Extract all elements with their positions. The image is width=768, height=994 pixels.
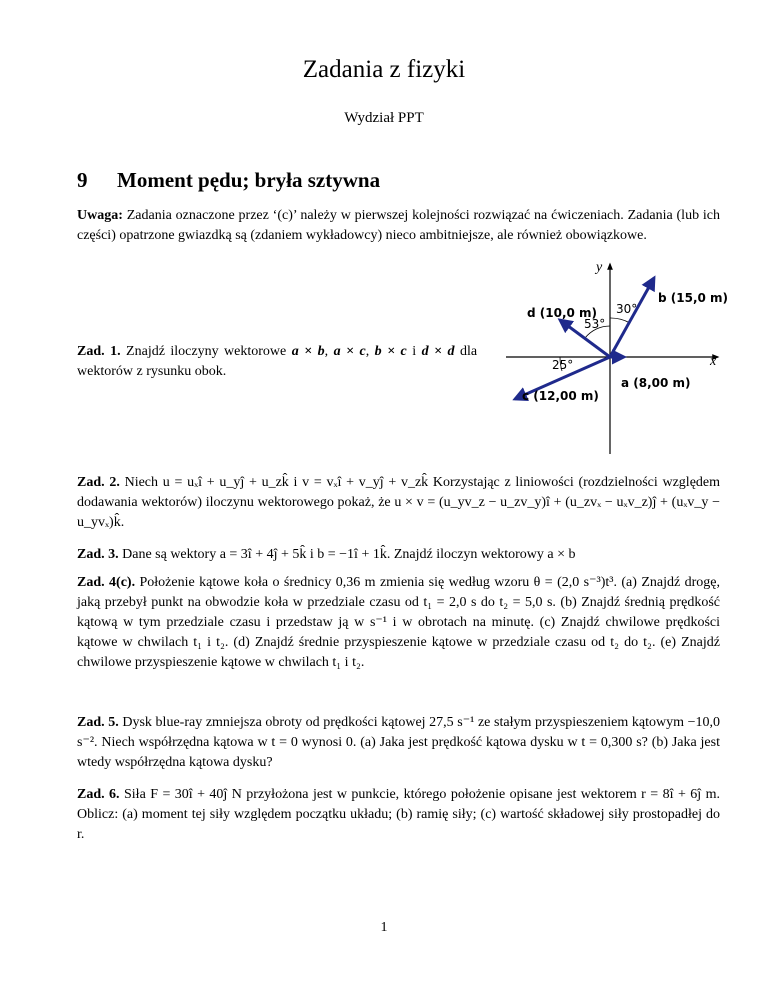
problem-6-label: Zad. 6.: [77, 787, 120, 802]
problem-1-expr-1: a × b: [291, 344, 325, 359]
page-title: Zadania z fizyki: [302, 56, 466, 83]
problem-4-text: Położenie kątowe koła o średnicy 0,36 m zmienia się według wzoru θ = (2,0 s⁻³)t³. (a) Znajdź drogę, jaką przebył punkt na obwodzie koła w przedziale czasu od t₁ = 2,0 s do t₂ = 5,0 s. (b) Znajdź średnią prędkość kątową w tym przedziale czasu i przedstaw ją w s⁻¹ i w obrotach na minutę. (c) Znajdź chwilowe prędkości kątowe w chwilach t₁ i t₂. (d) Znajdź średnie przyspieszenie kątowe w przedziale czasu od t₂ do t₂. (e) Znajdź chwilowe przyspieszenie kątowe w chwilach t₁ i t₂.: [77, 575, 720, 670]
problem-5: [77, 713, 720, 773]
problem-1-text-b: ,: [324, 344, 334, 359]
problem-6-text: Siła F = 30î + 40ĵ N przyłożona jest w punkcie, którego położenie opisane jest wektorem r = 8î + 6ĵ m. Oblicz: (a) moment tej siły względem początku układu; (b) ramię siły; (c) wartość składowej siły prostopadłej do r.: [77, 787, 720, 842]
problem-1-text-a: Znajdź iloczyny wektorowe: [120, 344, 292, 359]
section-heading: [77, 168, 380, 193]
vector-b: [610, 278, 654, 357]
problem-6: [77, 785, 720, 845]
problem-4: [77, 573, 720, 673]
angle-arc-b: [610, 318, 630, 323]
problem-3-label: Zad. 3.: [77, 547, 119, 562]
problem-5-text: Dysk blue-ray zmniejsza obroty od prędkości kątowej 27,5 s⁻¹ ze stałym przyspieszeniem kątowym −10,0 s⁻². Niech współrzędna kątowa w t = 0 wynosi 0. (a) Jaka jest prędkość kątowa dysku w t = 0,300 s? (b) Jaka jest wtedy współrzędna kątowa dysku?: [77, 715, 721, 770]
vector-diagram: [500, 256, 730, 456]
page-subtitle: Wydział PPT: [344, 110, 424, 126]
label-angle-d: 53°: [584, 317, 606, 331]
note-paragraph: [77, 206, 720, 246]
problem-1-label: Zad. 1.: [77, 344, 121, 359]
problem-1-expr-3: b × c: [374, 344, 407, 359]
note-text: Zadania oznaczone przez ‘(c)’ należy w pierwszej kolejności rozwiązać na ćwiczeniach. Zadania (lub ich części) opatrzone gwiazdką są (zdaniem wykładowcy) nieco ambitniejsze, ale również obowiązkowe.: [77, 208, 721, 243]
problem-3: [77, 545, 720, 565]
label-vector-a: a (8,00 m): [621, 376, 691, 390]
page-number: 1: [380, 920, 388, 935]
label-vector-d: d (10,0 m): [527, 306, 598, 320]
problem-2-text: Niech u = uₓî + u_yĵ + u_zk̂ i v = vₓî + v_yĵ + v_zk̂ Korzystając z liniowości (rozdzielności względem dodawania wektorów) iloczynu wektorowego pokaż, że u × v = (u_yv_z − u_zv_y)î + (u_zvₓ − uₓv_z)ĵ + (uₓv_y − u_yvₓ)k̂.: [77, 475, 721, 530]
label-vector-b: b (15,0 m): [658, 291, 729, 305]
axis-x-label: x: [710, 354, 717, 369]
problem-1-expr-4: d × d: [421, 344, 455, 359]
problem-4-label: Zad. 4(c).: [77, 575, 136, 590]
problem-3-text: Dane są wektory a = 3î + 4ĵ + 5k̂ i b = −1î + 1k̂. Znajdź iloczyn wektorowy a × b: [118, 547, 576, 562]
note-label: Uwaga:: [77, 208, 123, 223]
problem-2-label: Zad. 2.: [77, 475, 120, 490]
vector-figure: [500, 256, 730, 456]
section-title: Moment pędu; bryła sztywna: [117, 168, 381, 192]
section-number: 9: [77, 168, 88, 192]
problem-5-label: Zad. 5.: [77, 715, 119, 730]
problem-1-expr-2: a × c: [333, 344, 366, 359]
problem-1-text-d: i: [406, 344, 422, 359]
axis-y-label: y: [596, 260, 603, 275]
label-angle-c: 25°: [552, 358, 574, 372]
label-angle-b: 30°: [616, 302, 638, 316]
problem-1-text-e: dla wektorów z rysunku obok.: [77, 344, 478, 379]
problem-1-text-c: ,: [365, 344, 375, 359]
label-vector-c: c (12,00 m): [522, 389, 599, 403]
problem-1: [77, 342, 477, 382]
problem-2: [77, 473, 720, 533]
